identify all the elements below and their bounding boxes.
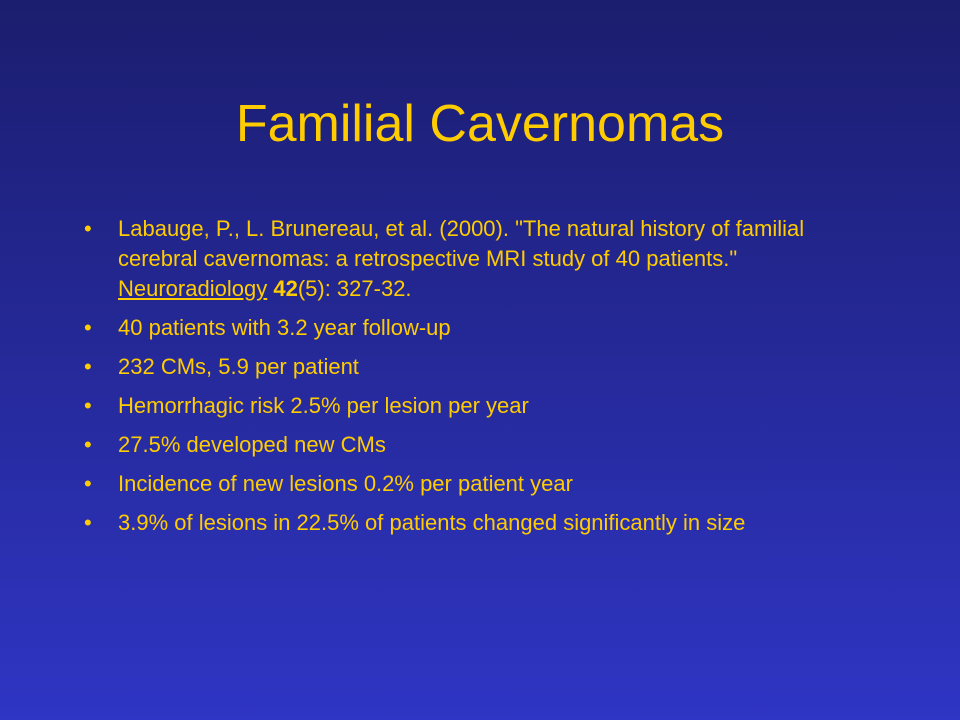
bullet-list <box>84 214 884 547</box>
list-item <box>84 469 884 499</box>
bullet-dot: • <box>84 354 92 379</box>
bullet-text: 232 CMs, 5.9 per patient <box>118 354 359 379</box>
bullet-dot: • <box>84 471 92 496</box>
reference-suffix: (5): 327-32. <box>297 276 412 301</box>
bullet-text: 3.9% of lesions in 22.5% of patients changed significantly in size <box>118 510 746 535</box>
bullet-dot: • <box>84 315 92 340</box>
list-item <box>84 508 884 538</box>
list-item <box>84 352 884 382</box>
list-item <box>84 430 884 460</box>
journal-name: Neuroradiology <box>118 276 268 301</box>
reference-bullet <box>84 214 884 304</box>
bullet-text: 27.5% developed new CMs <box>118 432 386 457</box>
journal-volume: 42 <box>273 276 298 301</box>
bullet-dot: • <box>84 393 92 418</box>
bullet-text: Hemorrhagic risk 2.5% per lesion per year <box>118 393 529 418</box>
reference-prefix: Labauge, P., L. Brunereau, et al. (2000). "The natural history of familial cerebral cavernomas: a retrospective MRI study of 40 patients." <box>118 216 805 271</box>
list-item <box>84 313 884 343</box>
bullet-dot: • <box>84 432 92 457</box>
bullet-dot: • <box>84 510 92 535</box>
slide-title: Familial Cavernomas <box>235 95 725 153</box>
bullet-dot: • <box>84 216 92 241</box>
bullet-text: Incidence of new lesions 0.2% per patient year <box>118 471 573 496</box>
bullet-text: 40 patients with 3.2 year follow-up <box>118 315 451 340</box>
list-item <box>84 391 884 421</box>
